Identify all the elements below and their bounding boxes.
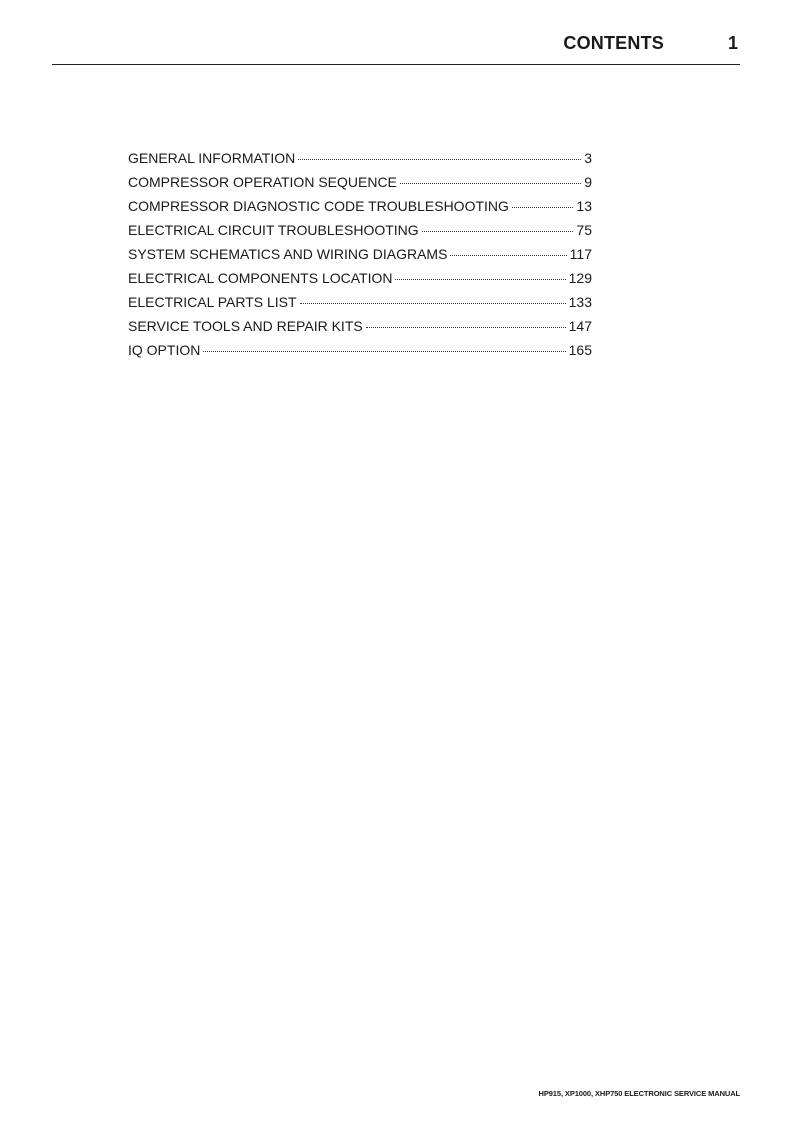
toc-entry-page: 13 xyxy=(576,198,592,214)
toc-entry-system-schematics[interactable] xyxy=(128,243,592,267)
toc-entry-title: COMPRESSOR DIAGNOSTIC CODE TROUBLESHOOTING xyxy=(128,198,509,214)
page-header xyxy=(52,32,740,65)
toc-entry-compressor-diagnostic-code[interactable] xyxy=(128,195,592,219)
toc-leader-dots xyxy=(450,255,566,256)
page-footer: HP915, XP1000, XHP750 ELECTRONIC SERVICE MANUAL xyxy=(538,1089,740,1098)
toc-entry-electrical-components-location[interactable] xyxy=(128,267,592,291)
toc-entry-title: SYSTEM SCHEMATICS AND WIRING DIAGRAMS xyxy=(128,246,448,262)
toc-entry-page: 147 xyxy=(568,318,592,334)
toc-entry-electrical-parts-list[interactable] xyxy=(128,291,592,315)
toc-entry-service-tools[interactable] xyxy=(128,315,592,339)
toc-leader-dots xyxy=(395,279,565,280)
toc-entry-compressor-operation-sequence[interactable] xyxy=(128,171,592,195)
toc-leader-dots xyxy=(300,303,566,304)
toc-entry-page: 117 xyxy=(569,246,592,262)
toc-entry-title: ELECTRICAL CIRCUIT TROUBLESHOOTING xyxy=(128,222,419,238)
toc-leader-dots xyxy=(400,183,581,184)
toc-leader-dots xyxy=(298,159,581,160)
toc-entry-title: ELECTRICAL COMPONENTS LOCATION xyxy=(128,270,393,286)
toc-entry-electrical-circuit-troubleshooting[interactable] xyxy=(128,219,592,243)
toc-leader-dots xyxy=(422,231,574,232)
toc-entry-title: IQ OPTION xyxy=(128,342,201,358)
page-title: CONTENTS xyxy=(563,33,664,53)
toc-entry-title: GENERAL INFORMATION xyxy=(128,150,296,166)
toc-entry-general-information[interactable] xyxy=(128,147,592,171)
toc-entry-title: COMPRESSOR OPERATION SEQUENCE xyxy=(128,174,397,190)
toc-entry-title: ELECTRICAL PARTS LIST xyxy=(128,294,297,310)
page-number: 1 xyxy=(727,33,738,53)
toc-entry-title: SERVICE TOOLS AND REPAIR KITS xyxy=(128,318,363,334)
toc-entry-page: 75 xyxy=(576,222,592,238)
toc-entry-page: 133 xyxy=(568,294,592,310)
toc-leader-dots xyxy=(203,351,565,352)
toc-entry-page: 3 xyxy=(584,150,592,166)
toc-entry-page: 165 xyxy=(568,342,592,358)
toc-entry-iq-option[interactable] xyxy=(128,339,592,363)
table-of-contents xyxy=(128,147,592,363)
toc-leader-dots xyxy=(512,207,574,208)
toc-leader-dots xyxy=(366,327,566,328)
toc-entry-page: 129 xyxy=(568,270,592,286)
toc-entry-page: 9 xyxy=(584,174,592,190)
